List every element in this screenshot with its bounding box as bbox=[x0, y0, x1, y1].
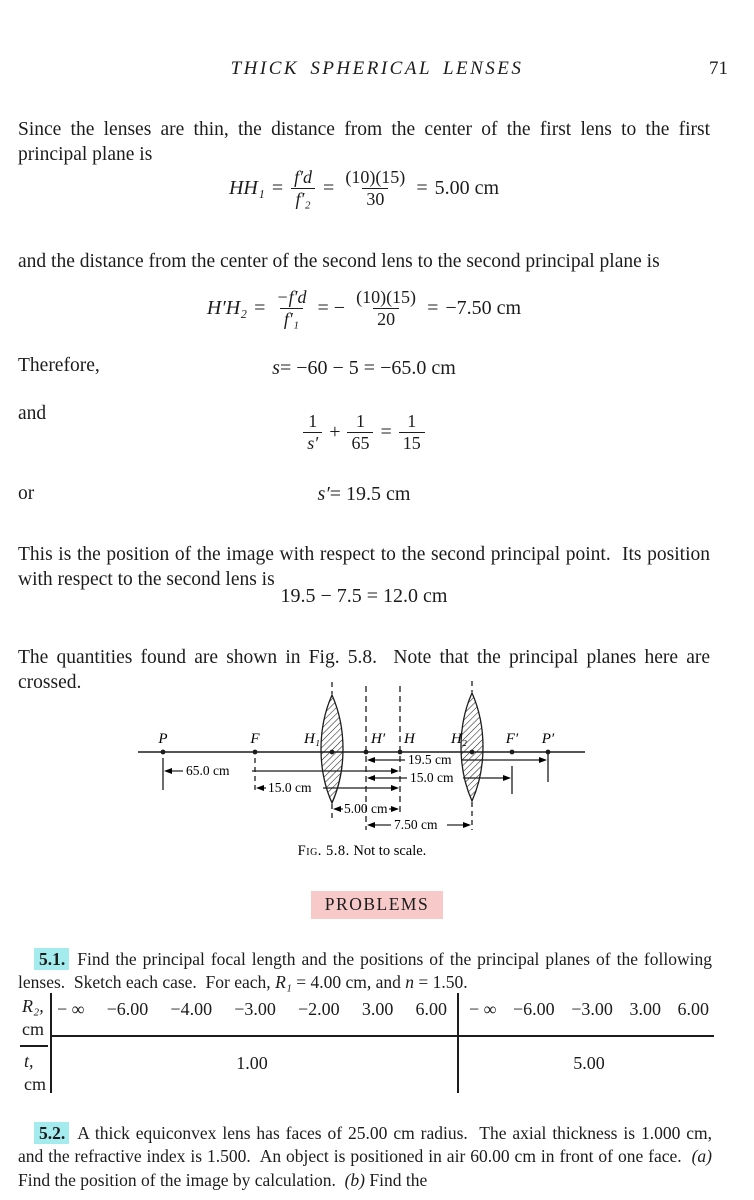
problem-5-1-text-1: Find the principal focal length and the positions of the principal planes of the following lenses. Sketch each case. For each, bbox=[18, 948, 712, 992]
eq1-result: 5.00 cm bbox=[434, 176, 500, 199]
dim-75: 7.50 cm bbox=[394, 817, 438, 832]
eq3-lhs: s bbox=[272, 357, 280, 379]
eq2-lhs: H′H₂ bbox=[206, 296, 248, 319]
table-cell: −6.00 bbox=[106, 999, 149, 1019]
problem-5-2-text-2: Find the position of the image by calculation. bbox=[18, 1169, 345, 1190]
lens-1 bbox=[321, 695, 343, 803]
eq2-result: −7.50 cm bbox=[445, 296, 522, 319]
table-group1-r2-values bbox=[57, 999, 447, 1020]
table-cell: −2.00 bbox=[298, 999, 340, 1019]
eq5-rest: = 19.5 cm bbox=[329, 483, 411, 505]
problem-5-2-number: 5.2. bbox=[34, 1122, 69, 1144]
arrow-right-15a bbox=[391, 785, 399, 791]
arrow-left-65 bbox=[164, 768, 172, 774]
word-therefore: Therefore, bbox=[18, 354, 100, 376]
point-F bbox=[253, 750, 258, 755]
figure-caption: Fig. 5.8. Not to scale. bbox=[297, 843, 427, 859]
word-and: and bbox=[18, 402, 47, 424]
problem-5-2-text-3: Find the bbox=[365, 1169, 428, 1190]
equation-hh2 bbox=[18, 280, 710, 336]
eq2-fraction-1: $\frac{-f'd}{\text{f′₁}}$ bbox=[276, 286, 307, 329]
eq4-fraction-2: $\frac{1}{65}$ bbox=[347, 411, 373, 454]
table-rule-label-underline bbox=[20, 1045, 48, 1047]
eq2-equals-2: = − bbox=[317, 296, 346, 319]
eq1-equals-3: = bbox=[416, 176, 428, 199]
eq1-fraction-2: $\frac{(10)(15)}{30}$ bbox=[345, 166, 406, 209]
page-number: 71 bbox=[709, 58, 728, 79]
table-group1-t-value: 1.00 bbox=[236, 1053, 268, 1073]
paragraph-intro-2: and the distance from the center of the second lens to the second principal plane is bbox=[18, 250, 660, 272]
table-group2-t-value: 5.00 bbox=[573, 1053, 605, 1073]
table-cell: −3.00 bbox=[571, 999, 613, 1019]
arrow-left-195 bbox=[367, 757, 375, 763]
point-P-prime bbox=[546, 750, 551, 755]
eq4-equals: = bbox=[380, 420, 392, 443]
equation-result: 19.5 − 7.5 = 12.0 cm bbox=[280, 585, 448, 607]
paragraph-fig-reference: The quantities found are shown in Fig. 5.8. Note that the principal planes here are crossed. bbox=[18, 646, 710, 693]
dim-65: 65.0 cm bbox=[186, 763, 230, 778]
problem-5-2-part-b: (b) bbox=[344, 1169, 366, 1190]
problems-section-heading bbox=[0, 891, 754, 919]
eq1-lhs: HH₁ bbox=[228, 176, 265, 199]
table-cell: − ∞ bbox=[57, 999, 85, 1019]
problem-5-2-part-a: (a) bbox=[691, 1146, 712, 1166]
table-cell: −6.00 bbox=[513, 999, 555, 1019]
arrow-right-75 bbox=[463, 822, 471, 828]
table-cell: 3.00 bbox=[629, 999, 661, 1019]
table-group2-r2-values bbox=[469, 999, 709, 1020]
problems-heading: PROBLEMS bbox=[311, 891, 443, 919]
optical-diagram bbox=[130, 678, 600, 868]
table-cell: −4.00 bbox=[170, 999, 213, 1019]
table-cell: 6.00 bbox=[677, 999, 709, 1019]
point-P bbox=[161, 750, 166, 755]
table-rule-horizontal bbox=[50, 1035, 714, 1037]
row1-label-unit: cm bbox=[22, 1019, 44, 1039]
eq4-plus: + bbox=[329, 420, 341, 443]
problem-5-1-number: 5.1. bbox=[34, 948, 69, 970]
label-H1: H₁ bbox=[303, 731, 320, 747]
arrow-right-195 bbox=[539, 757, 547, 763]
eq4-fraction-1: $\frac{1}{s'}$ bbox=[303, 411, 322, 454]
label-P-prime: P′ bbox=[541, 731, 555, 747]
equation-s bbox=[18, 354, 710, 380]
dim-195: 19.5 cm bbox=[408, 752, 452, 767]
row1-label-symbol: R₂, bbox=[22, 996, 44, 1016]
problem-5-1-text-3: = 1.50. bbox=[414, 972, 468, 992]
eq1-fraction-1: $\frac{f'd}{\text{f′₂}}$ bbox=[290, 167, 316, 210]
label-F-prime: F′ bbox=[505, 731, 519, 747]
equation-lens-formula bbox=[18, 402, 710, 459]
eq4-fraction-3: $\frac{1}{15}$ bbox=[399, 411, 425, 454]
row2-label-symbol: t, bbox=[24, 1051, 34, 1071]
table-cell: 3.00 bbox=[361, 999, 394, 1019]
label-H-prime: H′ bbox=[371, 731, 386, 747]
problem-5-1-var-R1: R₁ bbox=[275, 972, 292, 992]
equation-hh1 bbox=[18, 160, 710, 216]
point-H1 bbox=[330, 750, 335, 755]
table-cell: −3.00 bbox=[234, 999, 276, 1019]
problem-5-2 bbox=[18, 1122, 712, 1193]
arrow-left-5 bbox=[333, 806, 341, 812]
point-H2 bbox=[470, 750, 475, 755]
problem-5-1-table bbox=[20, 993, 714, 1095]
dim-5: 5.00 cm bbox=[344, 801, 388, 816]
arrow-left-15a bbox=[256, 785, 264, 791]
problem-5-1 bbox=[18, 948, 712, 995]
point-F-prime bbox=[510, 750, 515, 755]
eq2-equals-1: = bbox=[254, 296, 266, 319]
label-H2: H₂ bbox=[450, 731, 467, 747]
word-or: or bbox=[18, 482, 35, 504]
table-row2-label bbox=[24, 1050, 46, 1096]
eq5-lhs: s′ bbox=[317, 483, 330, 505]
figure-5-8 bbox=[130, 678, 600, 873]
eq1-equals-1: = bbox=[271, 176, 284, 199]
lens-2 bbox=[461, 693, 483, 801]
table-cell: 6.00 bbox=[415, 999, 447, 1019]
paragraph-image-position: This is the position of the image with respect to the second principal point. Its position with respect to the second lens is bbox=[18, 543, 710, 590]
table-rule-group-divider bbox=[457, 993, 459, 1093]
eq1-equals-2: = bbox=[323, 176, 335, 199]
eq2-fraction-2: $\frac{(10)(15)}{20}$ bbox=[356, 286, 417, 329]
eq2-equals-3: = bbox=[427, 296, 439, 319]
table-row1-label bbox=[22, 995, 44, 1041]
eq3-rest: = −60 − 5 = −65.0 cm bbox=[279, 357, 456, 379]
arrow-left-75 bbox=[367, 822, 375, 828]
point-H-prime bbox=[364, 750, 369, 755]
equation-s-prime bbox=[18, 483, 710, 506]
label-P: P bbox=[158, 731, 168, 747]
arrow-left-15b bbox=[367, 775, 375, 781]
point-H bbox=[398, 750, 403, 755]
problem-5-1-text-2: = 4.00 cm, and bbox=[291, 972, 406, 992]
table-rule-label bbox=[50, 993, 52, 1093]
table-cell: − ∞ bbox=[469, 999, 497, 1019]
dim-15b: 15.0 cm bbox=[410, 770, 454, 785]
problem-5-2-text-1: A thick equiconvex lens has faces of 25.00 cm radius. The axial thickness is 1.000 cm, and the refractive index is 1.500. An object is positioned in air 60.00 cm in front of one face. bbox=[18, 1122, 712, 1166]
arrow-right-5 bbox=[391, 806, 399, 812]
label-F: F bbox=[250, 731, 260, 747]
row2-label-unit: cm bbox=[24, 1074, 46, 1094]
problem-5-1-var-n: n bbox=[405, 972, 414, 992]
dim-15a: 15.0 cm bbox=[268, 780, 312, 795]
running-header-title: THICK SPHERICAL LENSES bbox=[230, 58, 524, 79]
arrow-right-15b bbox=[503, 775, 511, 781]
arrow-right-65 bbox=[391, 768, 399, 774]
label-H: H bbox=[404, 731, 415, 747]
paragraph-intro-1: Since the lenses are thin, the distance from the center of the first lens to the first principal plane is bbox=[18, 118, 710, 165]
